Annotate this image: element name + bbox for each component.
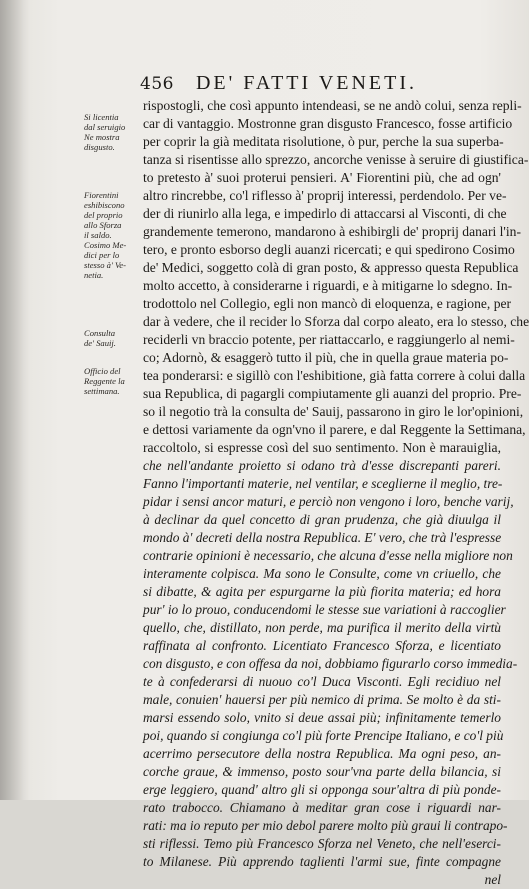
marginal-note-line: netia. [84,270,104,280]
speech-line: con disgusto, e con offesa da noi, dobbiamo figurarlo corso immedia- [143,656,518,671]
text-line: de' Medici, soggetto colà di gran posto, & appresso questa Republica [143,260,519,275]
text-line: raccoltolo, si espresse così del suo sentimento. Non è marauiglia, [143,440,501,455]
text-line: sua Republica, di pagargli compiutamente gli auanzi del proprio. Pre- [143,386,522,401]
marginal-note-line: eshibiscono [84,200,125,210]
marginal-note-line: dici per lo [84,250,120,260]
running-head: DE' FATTI VENETI. [195,72,418,94]
marginal-note-line: Consulta [84,328,116,338]
speech-line: to Milanese. Più apprendo taglienti l'armi sue, finte compagne [143,854,501,869]
text-line: tanza si risentisse allo sprezzo, ancorche venisse à seruire di giustifica- [143,152,529,167]
text-line: rispostogli, che così appunto intendeasi, se ne andò colui, senza repli- [143,98,522,113]
text-line: altro rincrebbe, co'l riflesso à' proprij interessi, perdendolo. Per ve- [143,188,507,203]
marginal-note-reggente [84,366,144,396]
text-line: to pretesto à' suoi proterui pensieri. A' Fiorentini più, che ad ogn' [143,170,501,185]
text-line: car di vantaggio. Mostronne gran disgusto Francesco, fosse artificio [143,116,513,131]
speech-line: contrarie opinioni è necessario, che alcuna d'esse nella migliore non [143,548,513,563]
speech-line: che nell'andante proietto si odano trà d'esse discrepanti pareri. [143,458,501,473]
main-text [143,97,529,889]
marginal-note-line: Officio del [84,366,121,376]
text-line: trodottolo nel Collegio, egli non mancò di eloquenza, e ragione, per [143,296,512,311]
speech-line: acerrimo persecutore della nostra Republica. Ma ogni peso, an- [143,746,501,761]
marginal-note-line: il saldo. [84,230,112,240]
speech-line: rato trabocco. Chiamano à meditar gran cose i riguardi nar- [143,800,501,815]
speech-line: à declinar da quel concetto di gran prudenza, che già diuulga il [143,512,501,527]
speech-line: mondo à' decreti della nostra Republica. E' vero, che trà l'espresse [143,530,502,545]
page-header [140,72,500,96]
text-line: der di riunirlo alla lega, e impedirlo di attaccarsi al Visconti, di che [143,206,507,221]
speech-line: interamente colpisca. Ma sono le Consulte, come vn criuello, che [143,566,501,581]
speech-line: rati: ma io reputo per mio debol parere molto più graui li contrapo- [143,818,508,833]
speech-line: te à confederarsi di nuouo co'l Duca Visconti. Egli recidiuo nel [143,674,501,689]
speech-line: male, conuien' hauersi per più nemico di prima. Se molto è da sti- [143,692,501,707]
speech-line: corche graue, & immenso, posto sour'vna parte della bilancia, si [143,764,501,779]
marginal-note-line: stesso à' Ve- [84,260,126,270]
speech-line: Fanno l'importanti materie, nel ventilar, e sceglierne il meglio, tre- [143,476,503,491]
speech-line: sti riflessi. Temo più Francesco Sforza nel Veneto, che nell'eserci- [143,836,501,851]
marginal-note-line: dal seruigio [84,122,126,132]
speech-line: quello, che, distillato, non perde, ma purifica il merito della virtù [143,620,501,635]
marginal-note-line: Ne mostra [84,132,120,142]
marginal-note-line: disgusto. [84,142,115,152]
text-line: per coprir la già meditata risolutione, ò pur, perche la sua superba- [143,134,504,149]
marginal-note-line: Reggente la [84,376,125,386]
speech-line: erge leggiero, quand' altro gli si opponga sour'altra di più ponde- [143,782,501,797]
marginal-note-line: Fiorentini [84,190,119,200]
text-line: tea ponderarsi: e sigillò con l'eshibitione, già fatta correre à colui dalla [143,368,526,383]
text-line: molto accetto, à considerarne i riguardi, e à mitigarne lo sdegno. In- [143,278,513,293]
text-line: e dettosi variamente da ogn'vno il parere, e dal Reggente la Settimana, [143,422,526,437]
speech-line: pidar i sensi ancor maturi, e perciò non vengono i loro, benche varij, [143,494,514,509]
marginal-note-line: allo Sforza [84,220,122,230]
text-line: reciderli vn braccio potente, per riattaccarlo, e raggiungerlo al nemi- [143,332,515,347]
text-line: so il negotio trà la consulta de' Sauij, passarono in giro le lor'opinioni, [143,404,524,419]
page-number: 456 [140,74,174,94]
speech-line: marsi essendo solo, vnito si deue assai più; infinitamente temerlo [143,710,501,725]
text-line: tero, e pronto esborso degli auanzi ricercati; e qui spedirono Cosimo [143,242,515,257]
marginal-note-fiorentini [84,190,144,280]
speech-line: pur' io lo prouo, conducendomi le stesse sue variationi à raccoglier [143,602,506,617]
marginal-note-line: del proprio [84,210,123,220]
catchword: nel [484,872,501,887]
binding-shadow [0,0,30,800]
marginal-note-line: Si licentia [84,112,119,122]
marginal-note-line: de' Sauij. [84,338,116,348]
marginal-note-line: settimana. [84,386,120,396]
marginal-note-licenza [84,112,144,152]
marginal-note-line: Cosimo Me- [84,240,127,250]
speech-line: si dibatte, & agita per espurgarne la più fiorita materia; ed hora [143,584,501,599]
text-line: co; Adornò, & esaggerò tutto il più, che in quella graue materia po- [143,350,509,365]
speech-line: poi, quando si congiunga co'l più forte Prencipe Italiano, e co'l più [143,728,504,743]
speech-line: raffinata al confronto. Licentiato Francesco Sforza, e licentiato [143,638,501,653]
marginal-note-consulta [84,328,144,348]
text-line: grandemente temerono, mandarono à eshibirgli de' proprij danari l'in- [143,224,521,239]
text-line: dar à vedere, che il recider lo Sforza dal corpo aleato, era lo stesso, che [143,314,529,329]
